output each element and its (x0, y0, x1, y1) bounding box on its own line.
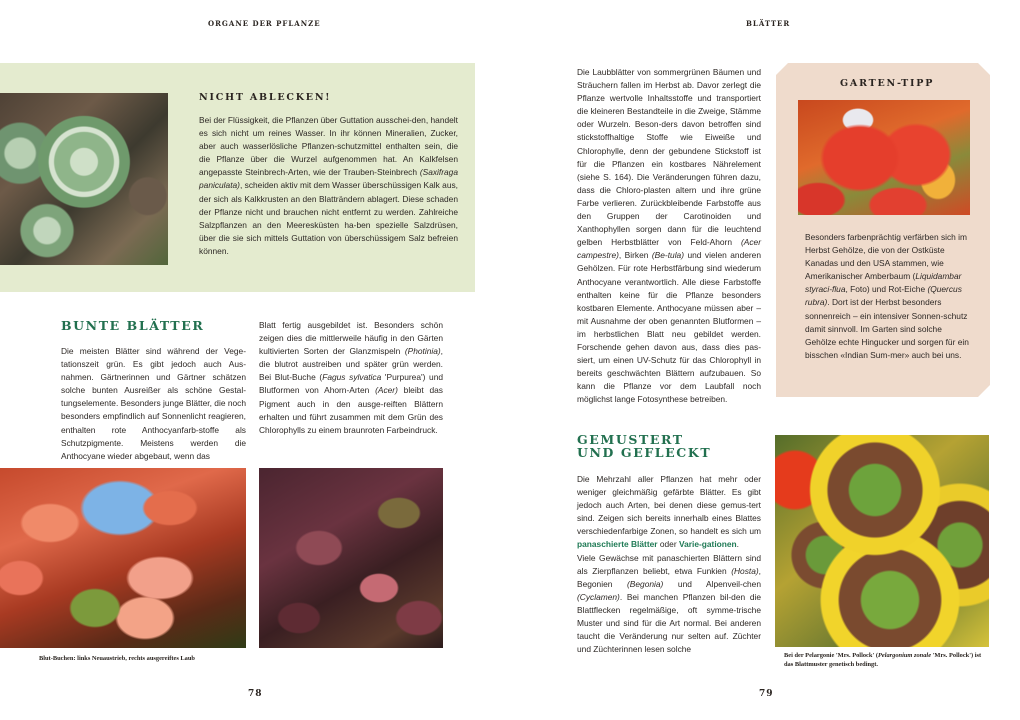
amberbaum-photo (798, 100, 970, 215)
photo-caption-blut-buchen: Blut-Buchen: links Neuaustrieb, rechts ausgereiftes Laub (39, 655, 195, 662)
blut-buche-ausgereift-photo (259, 468, 443, 648)
box-title-nicht-ablecken: NICHT ABLECKEN! (199, 92, 332, 103)
box-title-garten-tipp: GARTEN-TIPP (840, 78, 935, 89)
garten-tipp-text: Besonders farbenprächtig verfärben sich im Herbst Gehölze, die von der Ostküste Kanadas und den USA stammen, wie Amerikanischer Amberbaum (Liquidambar styraci-flua, Foto) und Rot-Eiche (Quercus rubra). Dort ist der Herbst besonders sonnenreich – ein intensiver Sonnen-schutz damit sinnvoll. Im Garten sind solche Gehölze echte Hingucker und sorgen für ein bisschen «Indian Sum-mer» auch bei uns. (805, 232, 969, 360)
running-head-left: ORGANE DER PFLANZE (208, 19, 321, 28)
term-variegationen: Varie-gationen (678, 539, 737, 550)
section-title-bunte-blaetter: BUNTE BLÄTTER (61, 318, 205, 333)
pelargonie-mrs-pollock-photo (775, 435, 989, 647)
page-number-right: 79 (759, 689, 774, 699)
term-panaschierte-blaetter: panaschierte Blätter (577, 539, 658, 550)
herbst-intro-text: Die Laubblätter von sommergrünen Bäumen und Sträuchern fallen im Herbst ab. Davor zerlegt die Pflanze wertvolle Inhaltsstoffe und transportiert die kleineren Bestandteile in die Zweige, Stämme oder Wurzeln. Beson-ders davon betroffen sind stickstoffhaltige Stoffe wie Eiweiße und Chlorophylle, denn der gebundene Stickstoff ist für die Pflanzen ein kostbares Nährelement (siehe S. 164). Die Veränderungen führen dazu, dass die Chloro-plasten altern und ihre grüne Farbe verlieren. Zurückbleibende Farbstoffe aus den Gruppen der Carotinoiden und Xanthophyllen sorgen dann für die leuchtend gelben Herbstblätter von Feld-Ahorn (Acer campestre), Birken (Be-tula) und vielen anderen Gehölzen. Für rote Herbstfärbung sind wiederum Anthocyane verantwortlich. Alle diese Farbstoffe enthalten keine für die Pflanze besonders kostbaren Elemente. Anthocyane müssen aber – mit Ausnahme der oben genannten Blutformen – im herbstlichen Blatt neu gebildet werden. Forschende gehen davon aus, dass dies pas-siert, um einen UV-Schutz für das Chlorophyll in bereits geschwächten Blättern aufzubauen. So kann die Pflanze vor dem Laubfall noch möglichst lange Fotosynthese betreiben. (577, 67, 761, 405)
page-right (510, 0, 1020, 720)
gemustert-text: Die Mehrzahl aller Pflanzen hat mehr oder weniger gleichmäßig gefärbte Blätter. Es gibt jedoch auch Arten, bei denen diese gemus-tert sind. Zeigen sich bereits innerhalb eines Blattes verschiedenfarbige Zonen, so handelt es sich um panaschierte Blätter oder Varie-gationen. Viele Gewächse mit panaschierten Blättern sind als Zierpflanzen beliebt, etwa Funkien (Hosta), Begonien (Begonia) und Alpenveil-chen (Cyclamen). Bei manchen Pflanzen bil-den die Blattflecken regelmäßige, oft symme-trische Muster und sind für die Art normal. Bei anderen taucht die Veränderung nur selten auf. Züchter und Züchterinnen lesen solche (577, 474, 761, 655)
box-body-nicht-ablecken: Bei der Flüssigkeit, die Pflanzen über Guttation ausschei-den, handelt es sich nicht um reines Wasser. In ihr können Mineralien, Zucker, aber auch wasserlösliche Pflanzen-schutzmittel enthalten sein, die die Pflanze über die Wurzel aufgenommen hat. An Kalkfelsen angepasste Steinbrech-Arten, wie der Trauben-Steinbrech (Saxifraga paniculata), scheiden aktiv mit dem Wasser überschüssigen Kalk aus, der sich als Kalkkrusten an den Blatträndern ablagert. Diese schaden der Pflanze nicht und brauchen nicht entfernt zu werden. Zahlreiche Salzpflanzen an den Meeresküsten ha-ben spezielle Salzdrüsen, über die sie sich mittels Guttation von überschüssigem Salz befreien können. (199, 115, 458, 256)
section-title-gemustert: GEMUSTERT UND GEFLECKT (577, 432, 712, 460)
blut-buche-neuaustrieb-photo (0, 468, 246, 648)
bunte-blaetter-column-1: Die meisten Blätter sind während der Vege-tationszeit grün. Es gibt jedoch auch Aus-nahmen. Gärtnerinnen und Gärtner schätzen solche bunten Ausreißer als schöne Gestal-tungselemente. Besonders junge Blätter, die noch besonders empfindlich auf Sonnenlicht reagieren, enthalten rote Anthocyanfarb-stoffe als Schutzpigmente. Meistens werden die Anthocyane wieder abgebaut, wenn das (61, 346, 246, 461)
photo-caption-pelargonie: Bei der Pelargonie 'Mrs. Pollock' (Pelargonium zonale 'Mrs. Pollock') ist das Blattmuster genetisch bedingt. (784, 652, 982, 668)
page-number-left: 78 (248, 689, 263, 699)
bunte-blaetter-column-2: Blatt fertig ausgebildet ist. Besonders schön zeigen dies die mittlerweile häufig in den Gärten kultivierten Sorten der Glanzmispeln (Photinia), die blutrot austreiben und später grün werden. Bei Blut-Buche (Fagus sylvatica 'Purpurea') und Blutformen von Ahorn-Arten (Acer) bleibt das Pigment auch in den ausge-reiften Blättern erhalten und führt zusammen mit dem Grün des Chlorophylls zu einem braunroten Farbeindruck. (259, 320, 444, 435)
running-head-right: BLÄTTER (746, 19, 791, 28)
saxifraga-rosette-photo (0, 93, 168, 265)
